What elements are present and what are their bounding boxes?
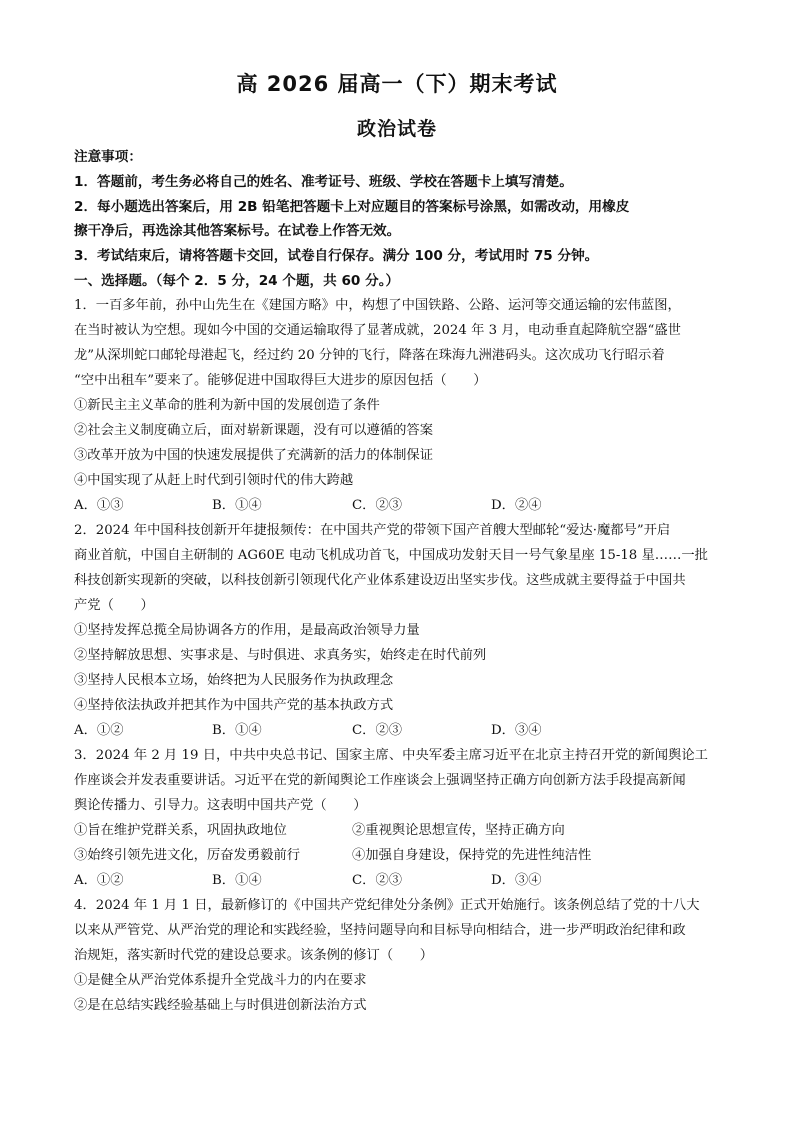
statement: ②是在总结实践经验基础上与时俱进创新法治方式 — [74, 998, 367, 1013]
question-stem-line: “空中出租车”要来了。能够促进中国取得巨大进步的原因包括（ ） — [74, 373, 487, 388]
question-stem-line: 科技创新实现新的突破，以科技创新引领现代化产业体系建设迈出坚实步伐。这些成就主要得益于中国共 — [74, 573, 686, 588]
notice-item: 2．每小题选出答案后，用 2B 铅笔把答题卡上对应题目的答案标号涂黑，如需改动，用橡皮 — [74, 199, 630, 215]
statement: ④中国实现了从赶上时代到引领时代的伟大跨越 — [74, 473, 354, 488]
option-c: C．②③ — [352, 723, 403, 738]
question-stem-line: 作座谈会并发表重要讲话。习近平在党的新闻舆论工作座谈会上强调坚持正确方向创新方法手段提高新闻 — [74, 773, 686, 788]
question-stem-line: 以来从严管党、从严治党的理论和实践经验，坚持问题导向和目标导向相结合，进一步严明政治纪律和政 — [74, 923, 686, 938]
question-stem-line: 龙”从深圳蛇口邮轮母港起飞，经过约 20 分钟的飞行，降落在珠海九洲港码头。这次成功飞行昭示着 — [74, 348, 665, 363]
question-stem-line: 在当时被认为空想。现如今中国的交通运输取得了显著成就，2024 年 3 月，电动垂直起降航空器“盛世 — [74, 323, 681, 338]
statement: ④加强自身建设，保持党的先进性纯洁性 — [352, 848, 592, 863]
statement: ②社会主义制度确立后，面对崭新课题，没有可以遵循的答案 — [74, 423, 434, 438]
option-b: B．①④ — [212, 873, 262, 888]
option-d: D．③④ — [491, 723, 542, 738]
question-stem-line: 2．2024 年中国科技创新开年捷报频传：在中国共产党的带领下国产首艘大型邮轮“爱达·魔都号”开启 — [74, 523, 671, 538]
exam-title: 高 2026 届高一（下）期末考试 — [236, 72, 558, 96]
statement: ③改革开放为中国的快速发展提供了充满新的活力的体制保证 — [74, 448, 434, 463]
option-d: D．③④ — [491, 873, 542, 888]
notice-item: 擦干净后，再选涂其他答案标号。在试卷上作答无效。 — [74, 223, 401, 239]
question-stem-line: 4．2024 年 1 月 1 日，最新修订的《中国共产党纪律处分条例》正式开始施行。该条例总结了党的十八大 — [74, 898, 700, 913]
statement: ③坚持人民根本立场，始终把为人民服务作为执政理念 — [74, 673, 394, 688]
notice-item: 3．考试结束后，请将答题卡交回，试卷自行保存。满分 100 分，考试用时 75 分钟。 — [74, 248, 599, 264]
option-c: C．②③ — [352, 873, 403, 888]
option-c: C．②③ — [352, 498, 403, 513]
statement: ④坚持依法执政并把其作为中国共产党的基本执政方式 — [74, 698, 394, 713]
exam-subject: 政治试卷 — [356, 118, 437, 140]
statement: ①坚持发挥总揽全局协调各方的作用，是最高政治领导力量 — [74, 623, 420, 638]
option-a: A．①② — [74, 873, 124, 888]
option-a: A．①③ — [74, 498, 124, 513]
option-a: A．①② — [74, 723, 124, 738]
option-d: D．②④ — [491, 498, 542, 513]
question-stem-line: 产党（ ） — [74, 598, 154, 613]
question-stem-line: 舆论传播力、引导力。这表明中国共产党（ ） — [74, 798, 367, 813]
statement: ②重视舆论思想宣传，坚持正确方向 — [352, 823, 565, 838]
question-stem-line: 治规矩，落实新时代党的建设总要求。该条例的修订（ ） — [74, 948, 434, 963]
section-heading: 一、选择题。（每个 2．5 分，24 个题，共 60 分。） — [74, 273, 400, 289]
notice-heading: 注意事项： — [74, 149, 142, 165]
question-stem-line: 3．2024 年 2 月 19 日，中共中央总书记、国家主席、中央军委主席习近平在北京主持召开党的新闻舆论工 — [74, 748, 708, 763]
question-stem-line: 1．一百多年前，孙中山先生在《建国方略》中，构想了中国铁路、公路、运河等交通运输的宏伟蓝图， — [74, 298, 681, 313]
statement: ③始终引领先进文化，厉奋发勇毅前行 — [74, 848, 301, 863]
option-b: B．①④ — [212, 723, 262, 738]
statement: ①旨在维护党群关系，巩固执政地位 — [74, 823, 287, 838]
notice-item: 1．答题前，考生务必将自己的姓名、准考证号、班级、学校在答题卡上填写清楚。 — [74, 174, 573, 190]
statement: ①是健全从严治党体系提升全党战斗力的内在要求 — [74, 973, 367, 988]
statement: ①新民主主义革命的胜利为新中国的发展创造了条件 — [74, 398, 380, 413]
option-b: B．①④ — [212, 498, 262, 513]
question-stem-line: 商业首航，中国自主研制的 AG60E 电动飞机成功首飞，中国成功发射天目一号气象星座 15-18 星……一批 — [74, 548, 708, 563]
statement: ②坚持解放思想、实事求是、与时俱进、求真务实，始终走在时代前列 — [74, 648, 487, 663]
